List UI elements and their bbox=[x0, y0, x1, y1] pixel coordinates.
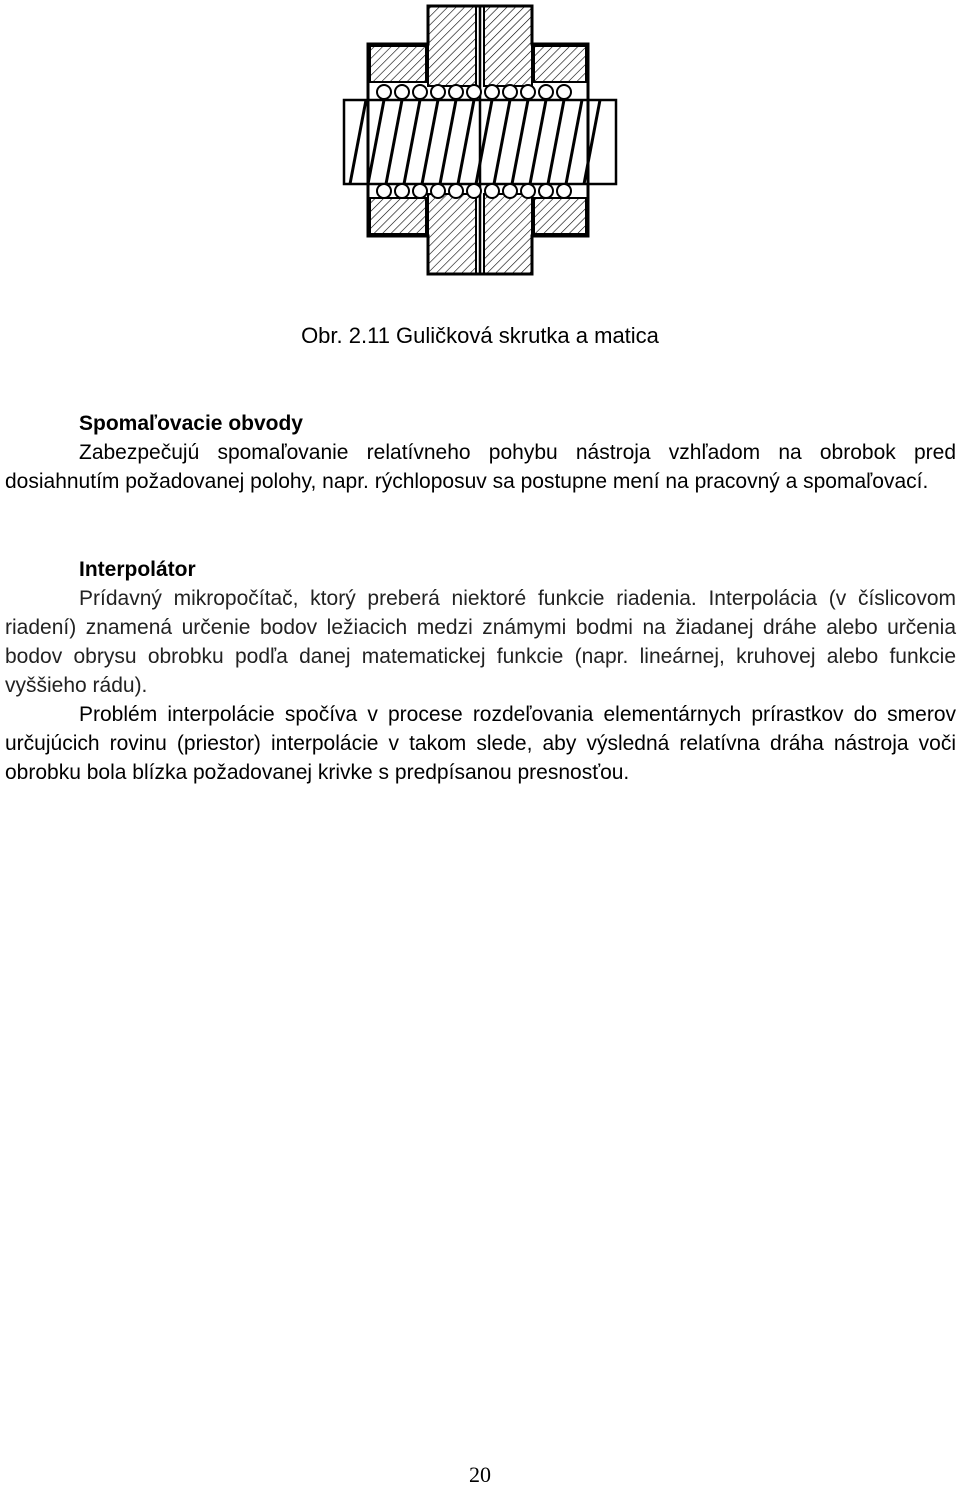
section-body: Prídavný mikropočítač, ktorý preberá niektoré funkcie riadenia. Interpolácia (v číslicovom riadení) znamená určenie bodov ležiacich medzi známymi bodmi na žiadanej dráhe alebo určenia bodov obrysu obrobku podľa danej matematickej funkcie (napr. lineárnej, kruhovej alebo funkcie vyššieho rádu). bbox=[5, 587, 956, 697]
section-body-continued: Problém interpolácie spočíva v procese rozdeľovania elementárnych prírastkov do smerov určujúcich rovinu (priestor) interpolácie v takom slede, aby výsledná relatívna dráha nástroja voči obrobku bola blízka požadovanej krivke s predpísanou presnosťou. bbox=[5, 703, 956, 784]
section-heading: Spomaľovacie obvody bbox=[79, 412, 303, 435]
page-number: 20 bbox=[469, 1462, 491, 1487]
figure-caption: Obr. 2.11 Guličková skrutka a matica bbox=[301, 323, 659, 348]
section-body: Zabezpečujú spomaľovanie relatívneho pohybu nástroja vzhľadom na obrobok pred dosiahnutím požadovanej polohy, napr. rýchloposuv sa postupne mení na pracovný a spomaľovací. bbox=[5, 441, 956, 493]
ball-screw-figure bbox=[340, 4, 620, 276]
section-heading: Interpolátor bbox=[79, 558, 196, 581]
section-interpolator bbox=[5, 555, 956, 787]
section-spomalovacie bbox=[5, 409, 956, 496]
